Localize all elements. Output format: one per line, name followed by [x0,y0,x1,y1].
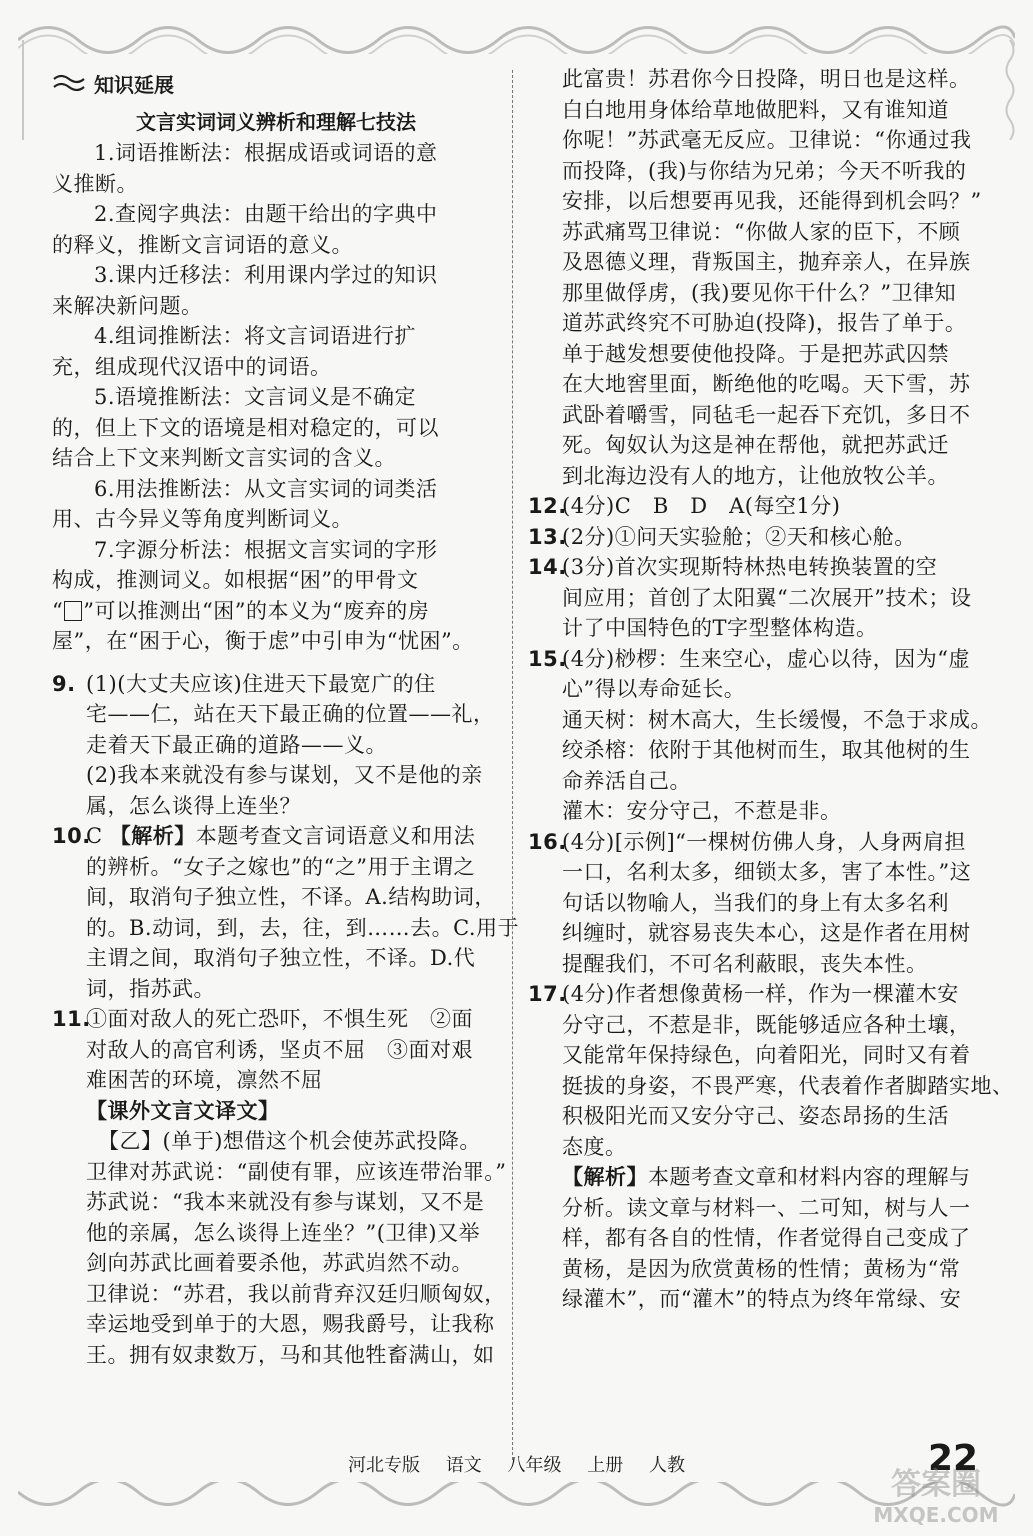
page-frame-left [16,40,30,140]
answer-16: 16.(4分)[示例]“一棵树仿佛人身，人身两肩担 一口，名利太多，细锁太多，害了本性。”这 句话以物喻人，当我们的身上有太多名利 纠缠时，就容易丧失本心，这是作者在用树 提醒我们，不可名利蔽眼，丧失本性。 [528,829,972,976]
right-column [528,64,1014,1315]
answer-13: 13.(2分)①问天实验舱；②天和核心舱。 [528,524,916,549]
page-frame-right [1003,40,1017,140]
tip-4: 4.组词推断法：将文言词语进行扩 充，组成现代汉语中的词语。 [52,324,417,379]
tips-heading: 文言实词词义辨析和理解七技法 [136,110,416,134]
translation-title: 【课外文言文译文】 [86,1098,280,1123]
svg-text:答案圈: 答案圈 [891,1467,981,1502]
left-column [52,64,520,1370]
tip-6: 6.用法推断法：从文言实词的词类活 用、古今异义等角度判断词义。 [52,476,438,531]
watermark-logo [848,1462,1024,1528]
wave-icon [52,73,86,93]
tip-3: 3.课内迁移法：利用课内学过的知识 来解决新问题。 [52,263,438,318]
answer-9: 9. (1)(大丈夫应该)住进天下最宽广的住 宅——仁，站在天下最正确的位置——礼， 走着天下最正确的道路——义。 (2)我本来就没有参与谋划，又不是他的亲 属，怎么谈得上连坐？ [52,671,495,818]
answer-17: 17.(4分)作者想像黄杨一样，作为一棵灌木安 分守己，不惹是非，既能够适应各种土壤， 又能常年保持绿色，向着阳光，同时又有着 挺拔的身姿，不畏严寒，代表着作者脚踏实地、 积极阳光而又安分守己、姿态昂扬的生活 态度。 【解析】本题考查文章和材料内容的理解与 分析。读文章与材料一、二可知，树与人一 样，都有各自的性情，作者觉得自己变成了 黄杨，是因为欣赏黄杨的性情；黄杨为“常 绿灌木”，而“灌木”的特点为终年常绿、安 [528,982,1014,1311]
answer-11: 11.①面对敌人的死亡恐吓，不惧生死 ②面 对敌人的高官利诱，坚贞不屈 ③面对艰 难困苦的环境，凛然不屈 【课外文言文译文】 【乙】(单于)想借这个机会使苏武投降。 卫律对苏武说：“副使有罪，应该连带治罪。” 苏武说：“我本来就没有参与谋划，又不是 他的亲属，怎么谈得上连坐？”(卫律)又举 剑向苏武比画着要杀他，苏武岿然不动。 卫律说：“苏君，我以前背弃汉廷归顺匈奴， 幸运地受到单于的大恩，赐我爵号，让我称 王。拥有奴隶数万，马和其他牲畜满山，如 [52,1007,507,1367]
tip-2: 2.查阅字典法：由题干给出的字典中 的释义，推断文言词语的意义。 [52,202,438,257]
page-footer: 河北专版 语文 八年级 上册 人教 [348,1455,685,1476]
translation-continued: 此富贵！苏君你今日投降，明日也是这样。 白白地用身体给草地做肥料，又有谁知道 你呢！”苏武毫无反应。卫律说：“你通过我 而投降，(我)与你结为兄弟；今天不听我的 安排，以后想要再见我，还能得到机会吗？” 苏武痛骂卫律说：“你做人家的臣下，不顾 及恩德义理，背叛国主，抛弃亲人，在异族 那里做俘虏，(我)要见你干什么？”卫律知 道苏武终究不可胁迫(投降)，报告了单于。 单于越发想要使他投降。于是把苏武囚禁 在大地窖里面，断绝他的吃喝。天下雪，苏 武卧着嚼雪，同毡毛一起吞下充饥，多日不 死。匈奴认为这是神在帮他，就把苏武迁 到北海边没有人的地方，让他放牧公羊。 [562,67,982,488]
answer-15: 15.(4分)桫椤：生来空心，虚心以待，因为“虚 心”得以寿命延长。 通天树：树木高大，生长缓慢，不急于求成。 绞杀榕：依附于其他树而生，取其他树的生 命养活自己。 灌木：安分守己，不惹是非。 [528,646,992,823]
page-frame-top [18,10,1015,54]
tip-1: 1.词语推断法：根据成语或词语的意 义推断。 [52,141,438,196]
page-number: 22 [928,1438,979,1479]
section-title: 知识延展 [94,72,174,97]
answer-12: 12.(4分)C B D A(每空1分) [528,494,841,518]
oracle-bone-glyph-icon [64,601,82,621]
answer-10: 10.C 【解析】本题考查文言词语意义和用法 的辨析。“女子之嫁也”的“之”用于主谓之 间，取消句子独立性，不译。A.结构助词， 的。B.动词，到，去，往，到……去。C.用于 主谓之间，取消句子独立性，不译。D.代 词，指苏武。 [52,824,520,1001]
column-divider [512,70,513,1460]
answer-14: 14.(3分)首次实现斯特林热电转换装置的空 间应用；首创了太阳翼“二次展开”技术；设 计了中国特色的T字型整体构造。 [528,555,972,640]
section-header [52,64,500,102]
tip-5: 5.语境推断法：文言词义是不确定 的，但上下文的语境是相对稳定的，可以 结合上下文来判断文言实词的含义。 [52,385,439,470]
svg-text:MXQE.COM: MXQE.COM [873,1503,999,1527]
tip-7: 7.字源分析法：根据文言实词的字形 构成，推测词义。如根据“困”的甲骨文 “ ”可以推测出“困”的本义为“废弃的房 屋”，在“困于心，衡于虑”中引申为“忧困”。 [52,537,474,653]
